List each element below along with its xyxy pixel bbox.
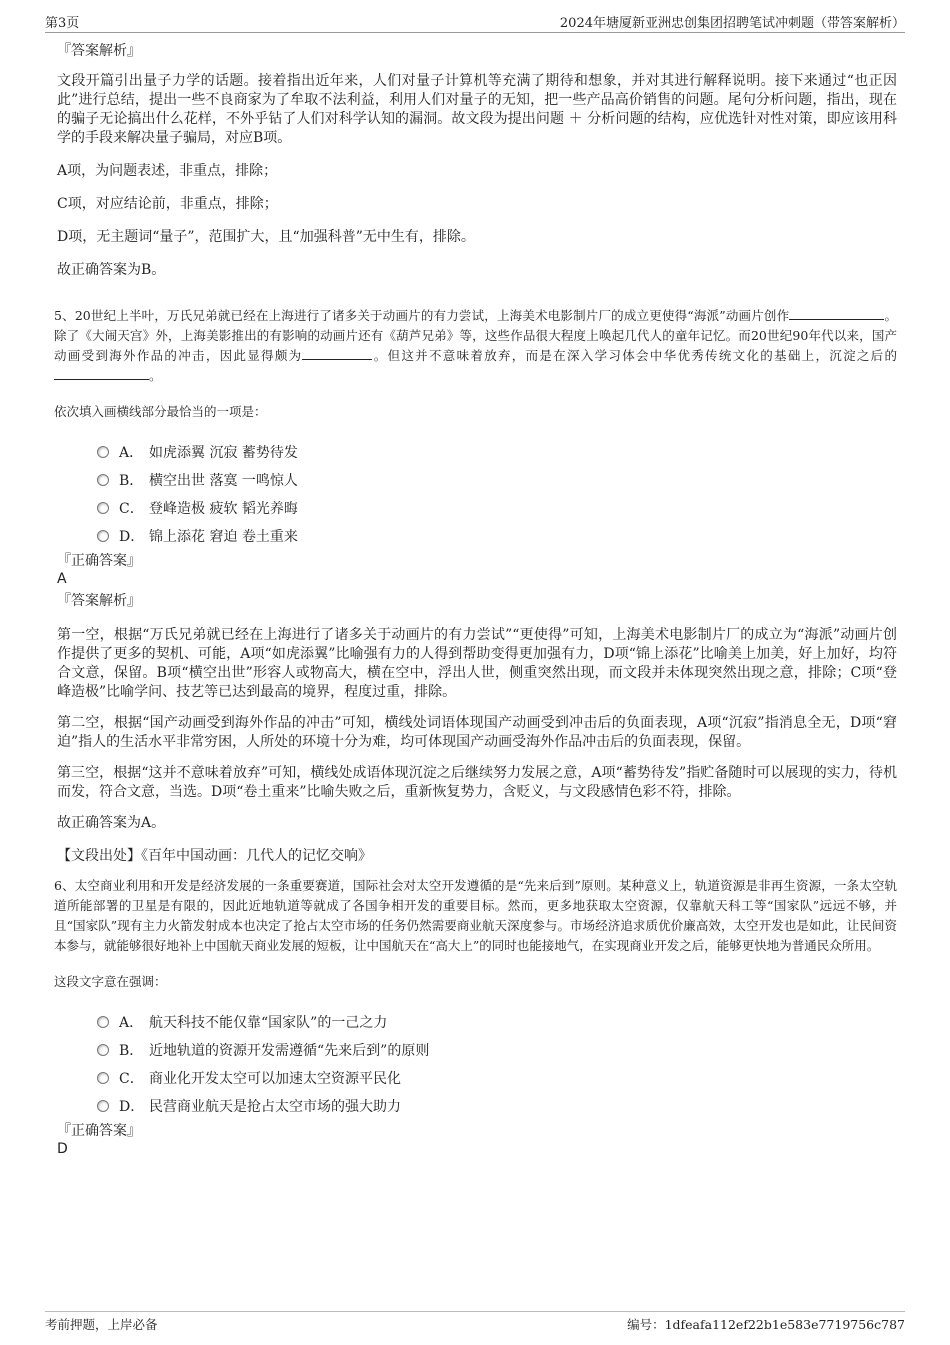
analysis-paragraph: 第一空，根据“万氏兄弟就已经在上海进行了诸多关于动画片的有力尝试”“更使得”可知，上海美术电影制片厂的成立为“海派”动画片创作提供了更多的契机、可能，A项“如虎添翼”比喻强有力的人得到帮助变得更加强有力，D项“锦上添花”比喻美上加美，好上加好，均符合文意，保留。B项“横空出世”形容人或物高大，横在空中，浮出人世，侧重突然出现，而文段并未体现突然出现之意，排除；C项“登峰造极”比喻学问、技艺等已达到最高的境界，程度过重，排除。 [57,627,897,700]
option-text: 航天科技不能仅靠“国家队”的一己之力 [149,1015,388,1031]
source-citation: 【文段出处】《百年中国动画：几代人的记忆交响》 [57,848,372,864]
fill-blank [54,367,149,380]
option-d[interactable] [97,1092,897,1120]
page-content [54,42,897,1158]
question-stem: 6、太空商业利用和开发是经济发展的一条重要赛道，国际社会对太空开发遵循的是“先来后到”原则。某种意义上，轨道资源是非再生资源，一条太空轨道所能部署的卫星是有限的，因此近地轨道等就成了各国争相开发的重要目标。然而，更多地获取太空资源，仅靠航天科工等“国家队”远远不够，并且“国家队”现有主力火箭发射成本也决定了抢占太空市场的任务仍然需要商业航天深度参与。市场经济追求质优价廉高效，太空开发也是如此，让民间资本参与，就能够很好地补上中国航天商业发展的短板，让中国航天在“高大上”的同时也能接地气，在实现商业开发之后，能够更快地为普通民众所用。 [54,878,897,953]
page-number: 第3页 [45,16,80,31]
option-text: 登峰造极 疲软 韬光养晦 [149,501,298,517]
stem-text: 5、20世纪上半叶，万氏兄弟就已经在上海进行了诸多关于动画片的有力尝试，上海美术电影制片厂的成立更使得“海派”动画片创作 [54,308,790,323]
correct-answer-label: 『正确答案』 [57,1123,141,1139]
option-letter: A． [119,445,144,461]
correct-answer-label: 『正确答案』 [57,553,141,569]
radio-icon[interactable] [97,1072,109,1084]
option-d[interactable] [97,522,897,550]
question-prompt: 这段文字意在强调： [54,974,167,989]
radio-icon[interactable] [97,474,109,486]
option-text: 近地轨道的资源开发需遵循“先来后到”的原则 [149,1043,430,1059]
radio-icon[interactable] [97,1016,109,1028]
option-text: 民营商业航天是抢占太空市场的强大助力 [149,1099,401,1115]
radio-icon[interactable] [97,530,109,542]
analysis-paragraph: D项，无主题词“量子”，范围扩大，且“加强科普”无中生有，排除。 [57,229,475,245]
question-stem [54,306,897,386]
option-letter: A． [119,1015,144,1031]
analysis-paragraph: C项，对应结论前，非重点，排除； [57,196,278,212]
radio-icon[interactable] [97,502,109,514]
option-list [57,1008,897,1120]
option-text: 锦上添花 窘迫 卷土重来 [149,529,298,545]
option-c[interactable] [97,1064,897,1092]
option-letter: D． [119,1099,145,1115]
question-prompt: 依次填入画横线部分最恰当的一项是： [54,404,267,419]
analysis-label: 『答案解析』 [57,43,141,59]
analysis-paragraph: A项，为问题表述，非重点，排除； [57,163,278,179]
stem-text: 。 [149,368,162,383]
page-header [45,12,905,33]
option-b[interactable] [97,1036,897,1064]
page-footer [45,1311,905,1333]
option-text: 商业化开发太空可以加速太空资源平民化 [149,1071,401,1087]
option-b[interactable] [97,466,897,494]
analysis-label: 『答案解析』 [57,593,141,609]
option-text: 如虎添翼 沉寂 蓄势待发 [149,445,298,461]
option-letter: C． [119,1071,144,1087]
radio-icon[interactable] [97,1100,109,1112]
option-list [57,438,897,550]
option-letter: C． [119,501,144,517]
option-c[interactable] [97,494,897,522]
analysis-paragraph: 文段开篇引出量子力学的话题。接着指出近年来，人们对量子计算机等充满了期待和想象，并对其进行解释说明。接下来通过“也正因此”进行总结，提出一些不良商家为了牟取不法利益，利用人们对量子的无知，把一些产品高价销售的问题。尾句分析问题，指出，现在的骗子无论搞出什么花样，不外乎钻了人们对科学认知的漏洞。故文段为提出问题 ＋ 分析问题的结构，应优选针对性对策，即应该用科学的手段来解决量子骗局，对应B项。 [57,73,897,146]
final-answer-line: 故正确答案为B。 [57,262,166,278]
stem-text: 。但这并不意味着放弃，而是在深入学习体会中华优秀传统文化的基础上，沉淀之后的 [372,348,897,363]
correct-answer: D [57,1141,68,1157]
option-letter: D． [119,529,145,545]
option-text: 横空出世 落寞 一鸣惊人 [149,473,298,489]
footer-slogan: 考前押题，上岸必备 [45,1317,158,1332]
document-title: 2024年塘厦新亚洲忠创集团招聘笔试冲刺题（带答案解析） [559,16,905,31]
option-letter: B． [119,1043,144,1059]
option-a[interactable] [97,438,897,466]
fill-blank [789,307,884,320]
analysis-paragraph: 第三空，根据“这并不意味着放弃”可知，横线处成语体现沉淀之后继续努力发展之意，A项“蓄势待发”指贮备随时可以展现的实力，待机而发，符合文意，当选。D项“卷土重来”比喻失败之后，重新恢复势力，含贬义，与文段感情色彩不符，排除。 [57,765,897,800]
radio-icon[interactable] [97,446,109,458]
final-answer-line: 故正确答案为A。 [57,815,166,831]
option-letter: B． [119,473,144,489]
correct-answer: A [57,571,67,587]
document-id: 编号：1dfeafa112ef22b1e583e7719756c787 [627,1317,905,1332]
radio-icon[interactable] [97,1044,109,1056]
option-a[interactable] [97,1008,897,1036]
stem-text: 。除了《大闹天宫》外，上海美影推出的有影响的动画片还有《葫芦兄弟》等，这些作品很大程度上唤起几代人的童年记忆。而20世纪90年代以来，国产动画受到海外作品的冲击，因此显得颇为 [54,308,897,363]
fill-blank [302,347,372,360]
analysis-paragraph: 第二空，根据“国产动画受到海外作品的冲击”可知，横线处词语体现国产动画受到冲击后的负面表现，A项“沉寂”指消息全无，D项“窘迫”指人的生活水平非常穷困，人所处的环境十分为难，均可体现国产动画受海外作品冲击后的负面表现，保留。 [57,715,897,750]
